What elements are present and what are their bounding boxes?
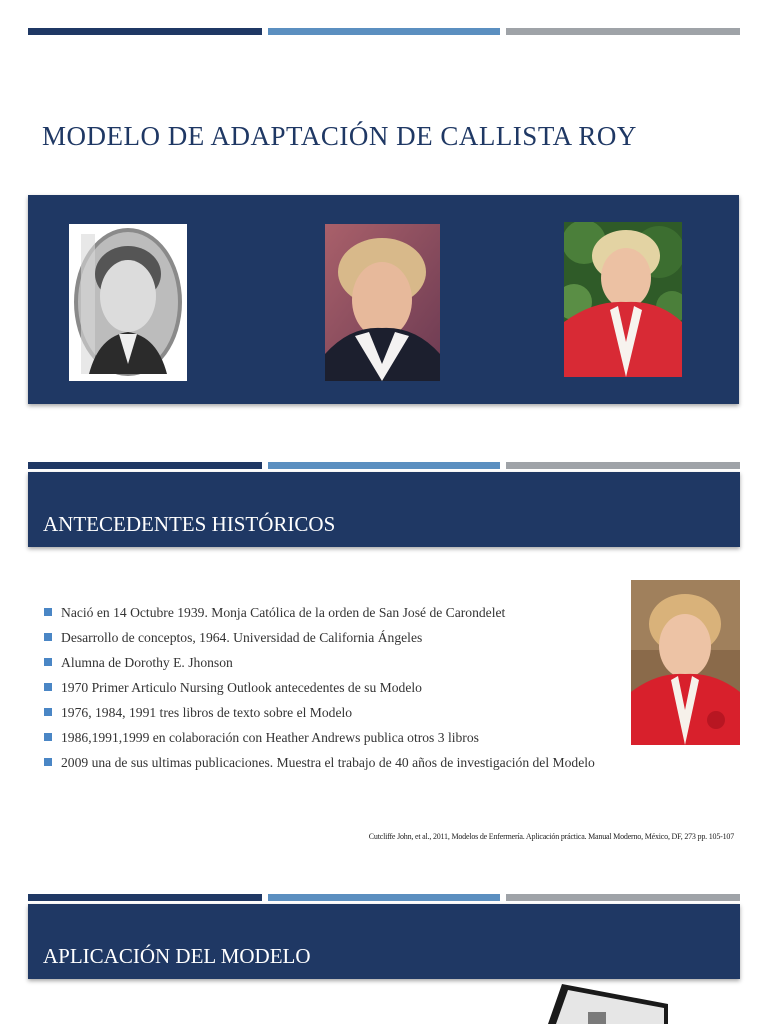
accent-stripe-grey — [506, 462, 740, 469]
list-item: Alumna de Dorothy E. Jhonson — [44, 650, 634, 675]
square-bullet-icon — [44, 658, 52, 666]
list-item: Desarrollo de conceptos, 1964. Universidad de California Ángeles — [44, 625, 634, 650]
square-bullet-icon — [44, 683, 52, 691]
accent-stripe-grey — [506, 28, 740, 35]
citation-text: Cutcliffe John, et al., 2011, Modelos de Enfermería. Aplicación práctica. Manual Moderno, México, DF, 273 pp. 105-107 — [368, 832, 734, 841]
portrait-photo-bw — [69, 224, 187, 381]
portrait-photo-garden — [564, 222, 682, 377]
accent-stripe-navy — [28, 894, 262, 901]
accent-stripe-blue — [268, 28, 500, 35]
accent-stripe-grey — [506, 894, 740, 901]
slide-title: MODELO DE ADAPTACIÓN DE CALLISTA ROY — [42, 121, 637, 151]
accent-stripe-navy — [28, 28, 262, 35]
square-bullet-icon — [44, 708, 52, 716]
list-item: 2009 una de sus ultimas publicaciones. Muestra el trabajo de 40 años de investigación del Modelo — [44, 750, 634, 775]
portrait-photo-color — [325, 224, 440, 381]
tilted-photo-partial — [548, 984, 668, 1024]
photo-panel — [28, 195, 739, 404]
square-bullet-icon — [44, 608, 52, 616]
accent-stripe-blue — [268, 462, 500, 469]
list-item: 1986,1991,1999 en colaboración con Heather Andrews publica otros 3 libros — [44, 725, 634, 750]
portrait-photo-side — [631, 580, 740, 745]
section-title: ANTECEDENTES HISTÓRICOS — [43, 512, 336, 536]
list-item: 1976, 1984, 1991 tres libros de texto sobre el Modelo — [44, 700, 634, 725]
square-bullet-icon — [44, 758, 52, 766]
list-item: 1970 Primer Articulo Nursing Outlook antecedentes de su Modelo — [44, 675, 634, 700]
section-title: APLICACIÓN DEL MODELO — [43, 944, 311, 968]
square-bullet-icon — [44, 733, 52, 741]
accent-stripe-navy — [28, 462, 262, 469]
square-bullet-icon — [44, 633, 52, 641]
accent-stripe-blue — [268, 894, 500, 901]
history-bullet-list — [44, 600, 634, 775]
section-header-antecedentes — [28, 472, 740, 547]
list-item: Nació en 14 Octubre 1939. Monja Católica de la orden de San José de Carondelet — [44, 600, 634, 625]
section-header-aplicacion — [28, 904, 740, 979]
